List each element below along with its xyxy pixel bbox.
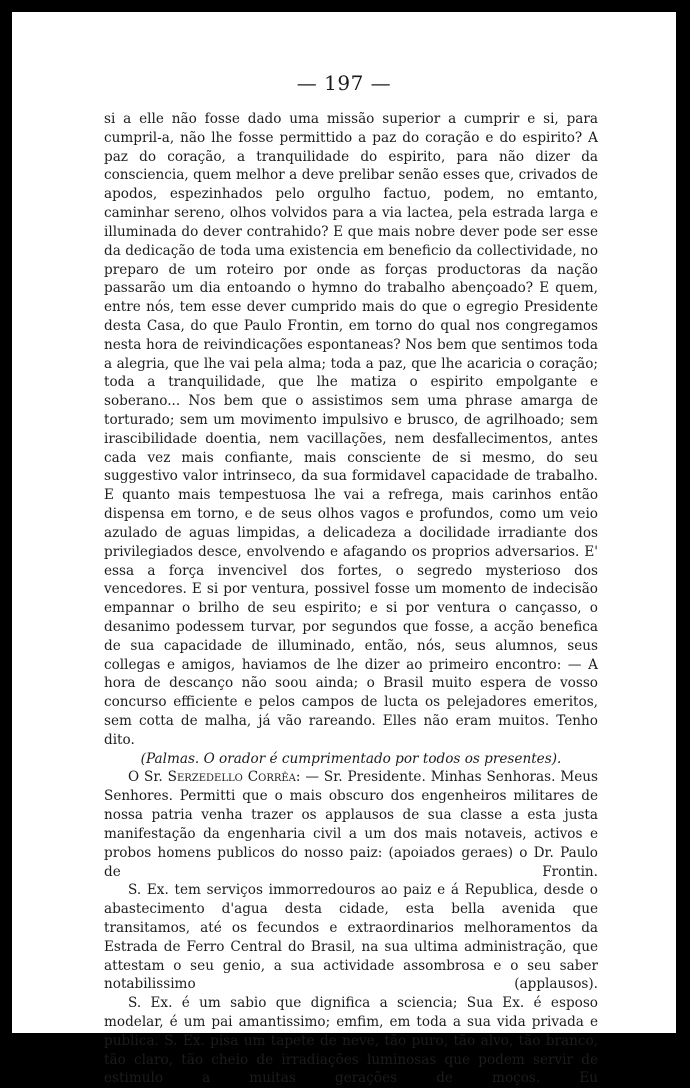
page-number: — 197 — [296, 71, 392, 95]
paragraph-character: S. Ex. é um sabio que dignifica a sciencia; Sua Ex. é esposo modelar, é um pai amantissimo; emfim, em toda a sua vida privada e publica. S. Ex. pisa um tapete de neve, tão puro, tão alvo, tão branco, tão claro, tão cheio de irradiações luminosas que podem servir de estimulo a muitas gerações de moços. Eu [104, 995, 598, 1087]
paragraph-services: S. Ex. tem serviços immorredouros ao paiz e á Republica, desde o abastecimento d'agua desta cidade, esta bella avenida que transitamos, até os fecundos e extraordinarios melhoramentos da Estrada de Ferro Central do Brasil, na sua ultima administração, que attestam o seu genio, a sua actividade assombrosa e o seu saber notabilissimo (applausos). [104, 882, 598, 993]
speaker-name: Serzedello Corrêa [167, 769, 296, 786]
paragraph-speech-conclusion: si a elle não fosse dado uma missão superior a cumprir e si, para cumpril-a, não lhe fosse permittido a paz do coração e do espirito? A paz do coração, a tranquilidade do espirito, para não dizer da consciencia, quem melhor a deve prelibar senão esses que, crivados de apodos, espezinhados pelo orgulho factuo, podem, no emtanto, caminhar sereno, olhos volvidos para a via lactea, pela estrada larga e illuminada do dever contrahido? E que mais nobre dever pode ser esse da dedicação de toda uma existencia em beneficio da collectividade, no preparo de um roteiro por onde as forças productoras da nação passarão um dia entoando o hymno do trabalho abençoado? E quem, entre nós, tem esse dever cumprido mais do que o egregio Presidente desta Casa, do que Paulo Frontin, em torno do qual nos congregamos nesta hora de reivindicações espontaneas? Nos bem que sentimos toda a alegria, que lhe vai pela alma; toda a paz, que lhe acaricia o coração; toda a tranquilidade, que lhe matiza o espirito empolgante e soberano... Nos bem que o assistimos sem uma phrase amarga de torturado; sem um movimento impulsivo e brusco, de agrilhoado; sem irascibilidade doentia, nem vacillações, nem desfallecimentos, antes cada vez mais confiante, mais consciente de si mesmo, do seu suggestivo valor intrinseco, da sua formidavel capacidade de trabalho. E quanto mais tempestuosa lhe vai a refrega, mais carinhos então dispensa em torno, e de seus olhos vagos e profundos, como um veio azulado de aguas limpidas, a delicadeza a docilidade irradiante dos privilegiados desce, envolvendo e afagando os proprios adversarios. E' essa a força invencivel dos fortes, o segredo mysterioso dos vencedores. E si por ventura, possivel fosse um momento de indecisão empannar o brilho de seu espirito; e si por ventura o cançasso, o desanimo podessem turvar, por segundos que fosse, a acção benefica de sua capacidade de illuminado, então, nós, seus alumnos, seus collegas e amigos, haviamos de lhe dizer ao primeiro encontro: — A hora de descanço não soou ainda; o Brasil muito espera de vosso concurso efficiente e pelos campos de lucta os pelejadores emeritos, sem cotta de malha, já vão rareando. Elles não eram muitos. Tenho dito. [104, 111, 598, 748]
book-page [12, 12, 676, 1087]
page-body [104, 110, 598, 1088]
paragraph-applause-note: (Palmas. O orador é cumprimentado por todos os presentes). [140, 750, 562, 767]
speech-text: : — Sr. Presidente. Minhas Senhoras. Meus Senhores. Permitti que o mais obscuro dos engenheiros militares de nossa patria venha trazer os applausos de sua classe a esta justa manifestação da engenharia civil a um dos mais notaveis, activos e probos homens publicos do nosso paiz: (apoiados geraes) o Dr. Paulo de Frontin. [104, 769, 599, 880]
speaker-prefix: O Sr. [128, 769, 163, 786]
paragraph-serzedello-speech [104, 768, 598, 881]
